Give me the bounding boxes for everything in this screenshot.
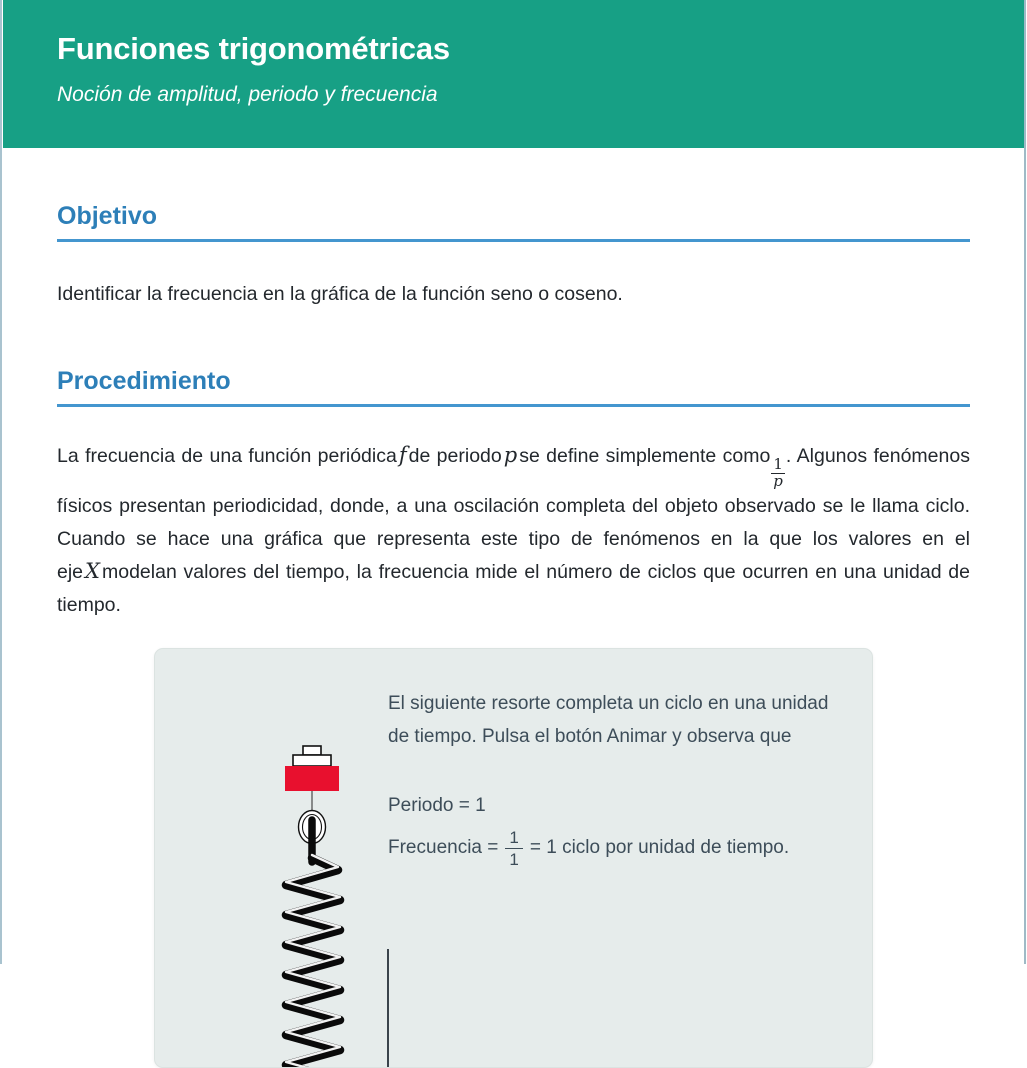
math-symbol: p: [503, 443, 518, 467]
spring-with-red-weight-graphic: [280, 744, 350, 1068]
lesson-header: [3, 0, 1024, 148]
page-right-border: [1024, 0, 1026, 964]
fraction-denominator: 1: [505, 848, 522, 870]
objetivo-paragraph: Identificar la frecuencia en la gráfica de la función seno o coseno.: [57, 283, 623, 305]
red-weight-block: [285, 766, 339, 791]
page-left-border: [0, 0, 2, 964]
spring-top-cap: [293, 755, 331, 766]
fraction-numerator: 1: [509, 827, 519, 847]
procedure-paragraph: La frecuencia de una función periódicaf de periodop se define simplemente como $\frac{1}{p}$ . Algunos fenómenos físicos presentan periodicidad, donde, a una oscilación completa del objeto observado se le llama ciclo. Cuando se hace una gráfica que representa este tipo de fenómenos en la que los valores en el ejeX modelan valores del tiempo, la frecuencia mide el número de ciclos que ocurren en una unidad de tiempo.: [57, 443, 970, 616]
spring-top-knob: [303, 746, 321, 755]
activity-frequency-line: [388, 827, 789, 871]
page-subtitle: Noción de amplitud, periodo y frecuencia: [57, 83, 438, 107]
frequency-fraction: [505, 827, 522, 871]
activity-period-text: Periodo = 1: [388, 794, 486, 816]
section-heading-objetivo: Objetivo: [57, 202, 970, 242]
section-heading-procedimiento: Procedimiento: [57, 367, 970, 407]
spring-illustration: [280, 744, 350, 1068]
graph-axis-line: [387, 949, 389, 1068]
interactive-activity-panel: [154, 648, 873, 1068]
frequency-suffix: = 1 ciclo por unidad de tiempo.: [529, 837, 790, 859]
page-title: Funciones trigonométricas: [57, 31, 450, 66]
frequency-label: Frecuencia =: [388, 837, 499, 859]
lesson-content: [0, 148, 1027, 1068]
activity-intro-text: El siguiente resorte completa un ciclo en una unidad de tiempo. Pulsa el botón Animar y observa que: [388, 692, 829, 747]
math-symbol: f: [398, 443, 407, 467]
inline-fraction: $\frac{1}{p}$: [773, 455, 783, 490]
math-symbol: X: [85, 558, 100, 583]
